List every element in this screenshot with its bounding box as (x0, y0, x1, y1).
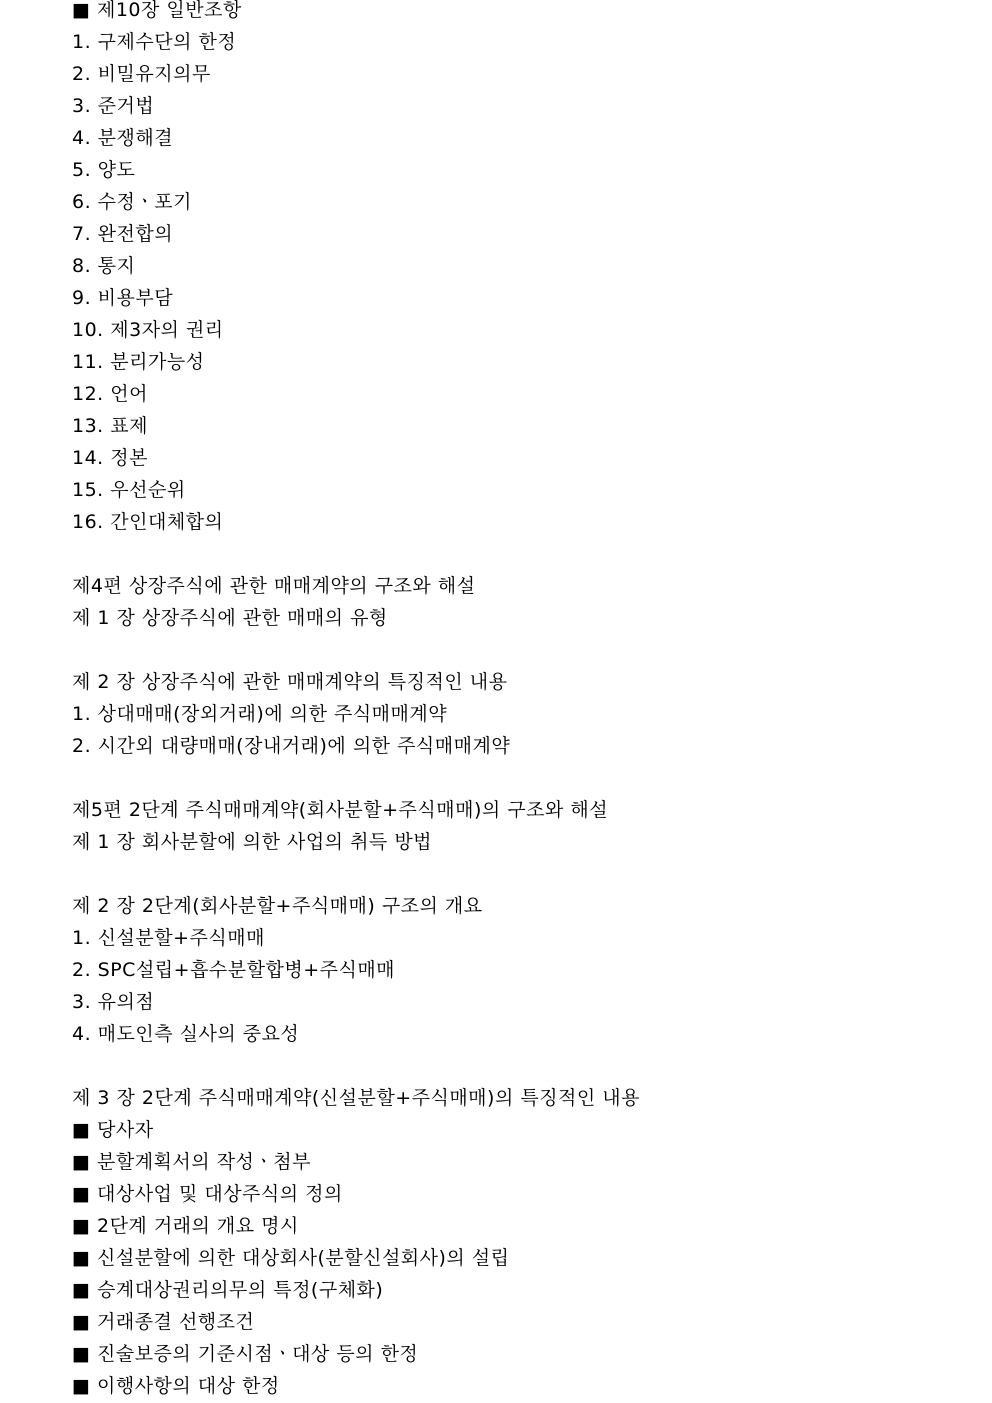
bullet-item: ■ 거래종결 선행조건 (72, 1311, 255, 1333)
spacer (72, 858, 972, 890)
list-item: 4. 분쟁해결 (72, 127, 174, 149)
list-item: 3. 유의점 (72, 991, 155, 1013)
list-item: 2. 비밀유지의무 (72, 63, 211, 85)
document-page (72, 0, 972, 1402)
list-item: 1. 신설분할+주식매매 (72, 927, 265, 949)
list-item: 14. 정본 (72, 447, 148, 469)
spacer (72, 634, 972, 666)
list-item: 15. 우선순위 (72, 479, 186, 501)
list-item: 11. 분리가능성 (72, 351, 205, 373)
list-item: 10. 제3자의 권리 (72, 319, 224, 341)
chapter-heading-general: ■ 제10장 일반조항 (72, 0, 242, 21)
spacer (72, 762, 972, 794)
part-title: 제5편 2단계 주식매매계약(회사분할+주식매매)의 구조와 해설 (72, 799, 609, 821)
part-title: 제4편 상장주식에 관한 매매계약의 구조와 해설 (72, 575, 476, 597)
list-item: 3. 준거법 (72, 95, 155, 117)
list-item: 9. 비용부담 (72, 287, 174, 309)
bullet-item: ■ 신설분할에 의한 대상회사(분할신설회사)의 설립 (72, 1247, 510, 1269)
chapter-title: 제 1 장 상장주식에 관한 매매의 유형 (72, 607, 388, 629)
bullet-item: ■ 2단계 거래의 개요 명시 (72, 1215, 299, 1237)
chapter-title: 제 1 장 회사분할에 의한 사업의 취득 방법 (72, 831, 433, 853)
list-item: 8. 통지 (72, 255, 136, 277)
list-item: 4. 매도인측 실사의 중요성 (72, 1023, 300, 1045)
list-item: 7. 완전합의 (72, 223, 174, 245)
bullet-item: ■ 진술보증의 기준시점ㆍ대상 등의 한정 (72, 1343, 419, 1365)
bullet-item: ■ 대상사업 및 대상주식의 정의 (72, 1183, 343, 1205)
spacer (72, 1050, 972, 1082)
list-item: 1. 상대매매(장외거래)에 의한 주식매매계약 (72, 703, 448, 725)
list-item: 6. 수정ㆍ포기 (72, 191, 192, 213)
list-item: 2. 시간외 대량매매(장내거래)에 의한 주식매매계약 (72, 735, 511, 757)
list-item: 1. 구제수단의 한정 (72, 31, 237, 53)
chapter-title: 제 2 장 2단계(회사분할+주식매매) 구조의 개요 (72, 895, 483, 917)
bullet-item: ■ 이행사항의 대상 한정 (72, 1375, 280, 1397)
bullet-item: ■ 분할계획서의 작성ㆍ첨부 (72, 1151, 311, 1173)
chapter-title: 제 2 장 상장주식에 관한 매매계약의 특징적인 내용 (72, 671, 508, 693)
list-item: 16. 간인대체합의 (72, 511, 224, 533)
list-item: 12. 언어 (72, 383, 148, 405)
list-item: 2. SPC설립+흡수분할합병+주식매매 (72, 959, 396, 981)
list-item: 13. 표제 (72, 415, 148, 437)
bullet-item: ■ 승계대상권리의무의 특정(구체화) (72, 1279, 384, 1301)
list-item: 5. 양도 (72, 159, 136, 181)
chapter-title: 제 3 장 2단계 주식매매계약(신설분할+주식매매)의 특징적인 내용 (72, 1087, 641, 1109)
bullet-item: ■ 당사자 (72, 1119, 154, 1141)
spacer (72, 538, 972, 570)
